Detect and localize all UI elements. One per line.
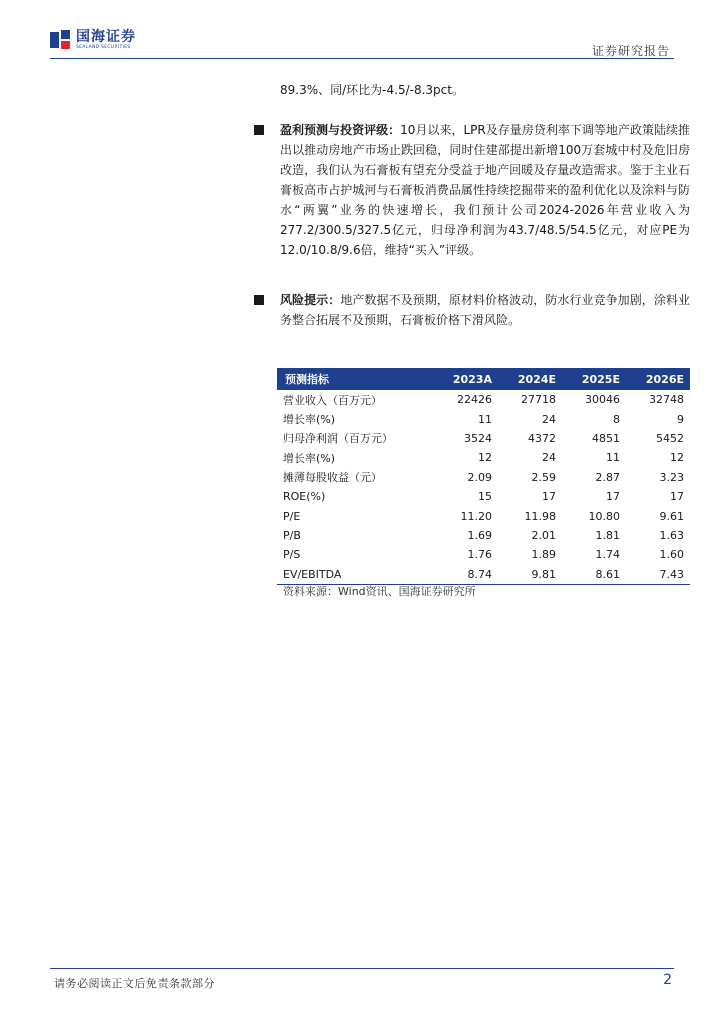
table-cell: 30046 (584, 393, 620, 407)
section-title: 风险提示： (280, 293, 341, 307)
table-cell: 12 (477, 451, 492, 465)
table-cell: 17 (670, 490, 684, 504)
footer-disclaimer: 请务必阅读正文后免责条款部分 (54, 977, 215, 990)
table-cell: 4851 (591, 431, 620, 445)
table-cell: 2.01 (531, 528, 556, 542)
table-cell: 摊薄每股收益（元） (283, 471, 382, 485)
table-cell: 11 (605, 451, 620, 465)
table-cell: 1.60 (659, 548, 684, 562)
table-cell: 2.09 (467, 470, 492, 484)
forecast-table (277, 368, 690, 585)
table-cell: P/S (283, 548, 301, 562)
table-cell: 增长率(%) (283, 413, 336, 427)
table-header-row (277, 368, 690, 390)
table-cell: 10.80 (588, 509, 620, 523)
table-cell: P/E (283, 509, 301, 523)
table-row (277, 429, 690, 448)
table-cell: 15 (477, 490, 492, 504)
logo-mark-icon (50, 30, 72, 50)
table-header-cell: 预测指标 (277, 368, 433, 390)
table-row (277, 390, 690, 409)
table-cell: 8 (612, 412, 620, 426)
table-cell: 11 (477, 412, 492, 426)
table-row (277, 526, 690, 545)
table-cell: 7.43 (626, 565, 690, 585)
section-body: 10月以来，LPR及存量房贷利率下调等地产政策陆续推出以推动房地产市场止跌回稳，同时住建部提出新增100万套城中村及危旧房改造，我们认为石膏板有望充分受益于地产回暖及存量改造需求。鉴于主业石膏板高市占护城河与石膏板消费品属性持续挖掘带来的盈利优化以及涂料与防水“两翼”业务的快速增长，我们预计公司2024-2026年营业收入为277.2/300.5/327.5亿元，归母净利润为43.7/48.5/54.5亿元，对应PE为12.0/10.8/9.6倍，维持“买入”评级。 (280, 123, 690, 257)
table-cell: 9.81 (498, 565, 562, 585)
table-cell: 17 (541, 490, 556, 504)
table-row (277, 565, 690, 585)
table-cell: 1.63 (659, 528, 684, 542)
table-row (277, 409, 690, 428)
table-cell: 12 (670, 451, 684, 465)
table-cell: 27718 (520, 393, 556, 407)
table-cell: 3.23 (659, 470, 684, 484)
table-cell: 2.87 (595, 470, 620, 484)
table-cell: 9 (677, 412, 684, 426)
section-risk-warning (280, 290, 690, 330)
table-cell: 17 (605, 490, 620, 504)
page-number: 2 (663, 972, 672, 988)
section-body: 地产数据不及预期，原材料价格波动，防水行业竞争加剧，涂料业务整合拓展不及预期，石膏板价格下滑风险。 (280, 293, 690, 327)
table-header-cell: 2025E (562, 368, 626, 390)
page-header (0, 0, 724, 62)
table-cell: ROE(%) (283, 490, 326, 504)
company-logo (50, 30, 136, 51)
table-cell: 11.20 (460, 509, 492, 523)
table-cell: 1.76 (467, 548, 492, 562)
table-header-cell: 2023A (433, 368, 498, 390)
table-cell: 8.61 (562, 565, 626, 585)
table-row (277, 487, 690, 506)
table-cell: 1.69 (467, 528, 492, 542)
table-cell: 24 (541, 412, 556, 426)
intro-line: 89.3%、同/环比为-4.5/-8.3pct。 (280, 83, 464, 97)
table-cell: 营业收入（百万元） (283, 393, 382, 407)
bullet-square-icon (254, 295, 264, 305)
table-cell: EV/EBITDA (277, 565, 433, 585)
table-cell: 9.61 (659, 509, 684, 523)
table-source-note: 资料来源：Wind资讯、国海证券研究所 (283, 585, 476, 598)
table-cell: P/B (283, 528, 301, 542)
table-cell: 11.98 (524, 509, 556, 523)
table-cell: 5452 (656, 431, 684, 445)
table-header-cell: 2024E (498, 368, 562, 390)
table-cell: 1.81 (595, 528, 620, 542)
table-cell: 8.74 (433, 565, 498, 585)
table-cell: 2.59 (531, 470, 556, 484)
table-cell: 4372 (527, 431, 556, 445)
logo-name-cn: 国海证券 (76, 29, 136, 45)
table-cell: 1.74 (595, 548, 620, 562)
bullet-square-icon (254, 125, 264, 135)
table-cell: 3524 (463, 431, 492, 445)
section-title: 盈利预测与投资评级： (280, 123, 401, 137)
table-cell: 22426 (456, 393, 492, 407)
table-row (277, 468, 690, 487)
table-cell: 归母净利润（百万元） (283, 432, 393, 446)
report-type-label: 证券研究报告 (591, 44, 670, 58)
footer-divider (50, 968, 674, 969)
table-row (277, 506, 690, 525)
table-cell: 24 (541, 451, 556, 465)
table-cell: 32748 (649, 393, 684, 407)
table-row (277, 545, 690, 564)
section-earnings-forecast (280, 120, 690, 260)
table-row (277, 448, 690, 467)
table-cell: 增长率(%) (283, 451, 336, 465)
table-cell: 1.89 (531, 548, 556, 562)
logo-name-en: SEALAND SECURITIES (76, 45, 131, 50)
header-divider (50, 58, 674, 59)
table-header-cell: 2026E (626, 368, 690, 390)
